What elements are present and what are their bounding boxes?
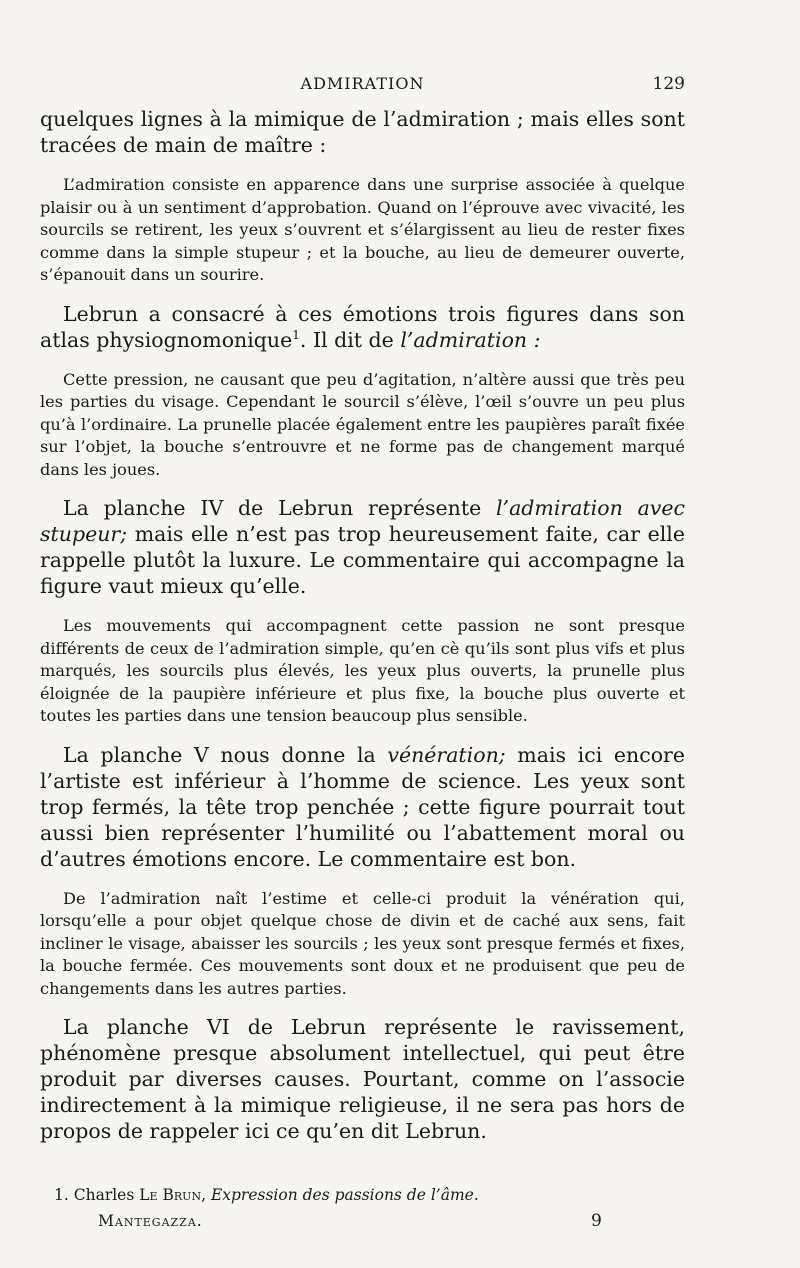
paragraph-1: quelques lignes à la mimique de l’admiration ; mais elles sont tracées de main de maître : [40,107,685,157]
signature-line [40,1209,685,1235]
paragraph-3-end: mais elle n’est pas trop heureusement faite, car elle rappelle plutôt la luxure. Le commentaire qui accompagne la figure vaut mieux qu’elle. [40,522,685,598]
footnotes [40,1183,685,1235]
quote-pression: Cette pression, ne causant que peu d’agitation, n’altère aussi que très peu les parties du visage. Cependant le sourcil s’élève, l’œil s’ouvre un peu plus qu’à l’ordinaire. La prunelle placée également entre les paupières paraît fixée sur l’objet, la bouche s’entrouvre et ne forme pas de changement marqué dans les joues. [40,369,685,479]
quote-admiration: L’admiration consiste en apparence dans une surprise associée à quelque plaisir ou à un sentiment d’approbation. Quand on l’éprouve avec vivacité, les sourcils se retirent, les yeux s’ouvrent et s’élargissent au lieu de rester fixes comme dans la simple stupeur ; et la bouche, au lieu de demeurer ouverte, s’épanouit dans un sourire. [40,175,685,284]
paragraph-2-emphasis: l’admiration : [400,327,541,352]
footnote-number: 1. [54,1186,69,1204]
running-title: ADMIRATION [300,74,425,93]
footnote-author-first: Charles [73,1186,135,1204]
quote-mouvements: Les mouvements qui accompagnent cette passion ne sont presque différents de ceux de l’admiration simple, qu’en cè qu’ils sont plus vifs et plus marqués, les sourcils plus élevés, les yeux plus ouverts, la prunelle plus éloignée de la paupière inférieure et plus fixe, la bouche plus ouverte et toutes les parties dans une tension beaucoup plus sensible. [40,616,685,725]
paragraph-3 [40,495,685,599]
footnote-reference: 1 [292,327,300,342]
quote-veneration: De l’admiration naît l’estime et celle-ci produit la vénération qui, lorsqu’elle a pour objet quelque chose de divin et de caché aux sens, fait incliner le visage, abaisser les sourcils ; les yeux sont presque fermés et fixes, la bouche fermée. Ces mouvements sont doux et ne produisent que peu de changements dans les autres parties. [40,888,685,998]
paragraph-3-emphasis: l’admiration avec stupeur; [40,496,685,546]
paragraph-4-emphasis: vénération; [387,742,506,767]
printer-signature: Mantegazza. [98,1212,203,1230]
running-head [40,74,685,98]
body-text [40,106,685,1160]
paragraph-5: La planche VI de Lebrun représente le ravissement, phénomène presque absolument intellectuel, qui peut être produit par diverses causes. Pourtant, comme on l’associe indirectement à la mimique religieuse, il ne sera pas hors de propos de rappeler ici ce qu’en dit Lebrun. [40,1015,685,1143]
page-number: 129 [652,74,685,94]
paragraph-3-start: La planche IV de Lebrun représente [63,496,496,520]
sheet-number: 9 [591,1211,602,1231]
paragraph-4-end: mais ici encore l’artiste est inférieur à l’homme de science. Les yeux sont trop fermés, la tête trop penchée ; cette figure pourrait tout aussi bien représenter l’humilité ou l’abattement moral ou d’autres émotions encore. Le commentaire est bon. [40,742,685,871]
footnote-title: Expression des passions de l’âme. [210,1186,479,1204]
paragraph-2 [40,301,685,353]
paragraph-4-start: La planche V nous donne la [63,742,388,767]
footnote-1 [40,1183,685,1207]
footnote-author-last: Le Brun, [139,1186,206,1204]
paragraph-2-text: Lebrun a consacré à ces émotions trois figures dans son atlas physiognomonique [40,301,685,352]
paragraph-4 [40,742,685,872]
paragraph-2-mid: . Il dit de [299,327,401,352]
